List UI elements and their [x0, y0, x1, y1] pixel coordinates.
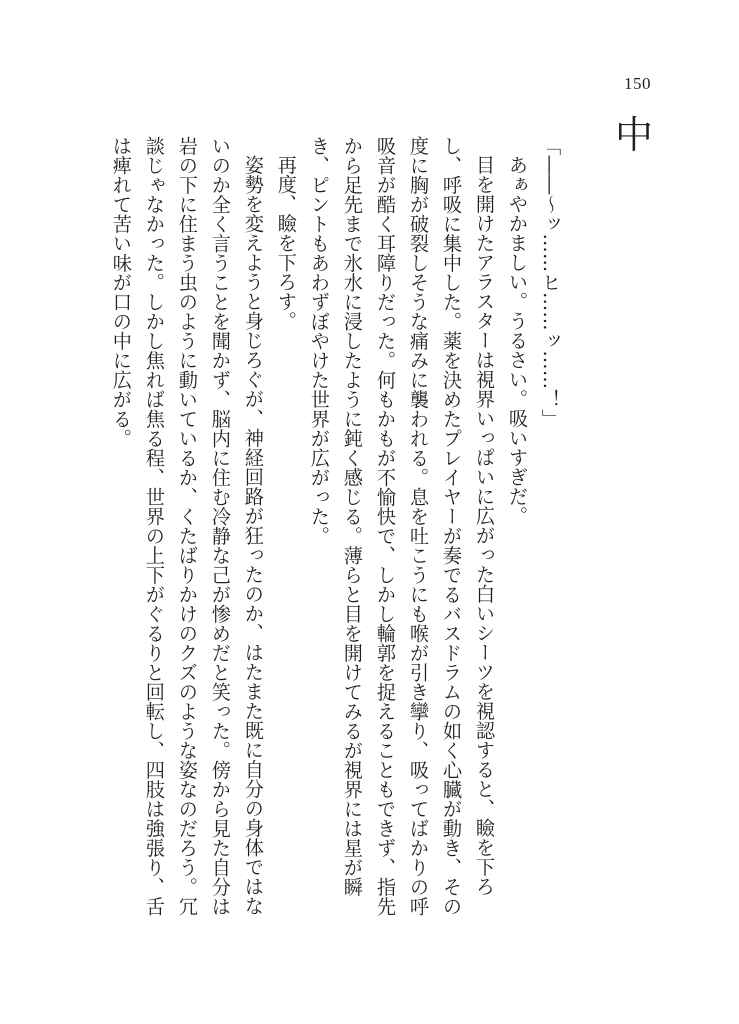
paragraph: 目を開けたアラスターは視界いっぱいに広がった白いシーツを視認すると、瞼を下ろし、呼吸に集中した。薬を決めたプレイヤーが奏でるバスドラムの如く心臓が動き、その度に胸が破裂しそうな痛みに襲われる。息を吐こうにも喉が引き攣り、吸ってばかりの呼吸音が酷く耳障りだった。何もかもが不愉快で、しかし輪郭を捉えることもできず、指先から足先まで氷水に浸したように鈍く感じる。薄らと目を開けてみるが視界には星が瞬き、ピントもあわずぼやけた世界が広がった。 [307, 136, 496, 916]
section-mark: 中 [614, 113, 653, 157]
dialogue-line: 「――～ッ……ヒ……ッ……！」 [539, 136, 562, 429]
body-text [109, 136, 567, 916]
paragraph: 再度、瞼を下ろす。 [274, 155, 298, 331]
paragraph: あぁやかましい。うるさい。吸いすぎだ。 [505, 155, 529, 526]
paragraph: 姿勢を変えようと身じろぐが、神経回路が狂ったのか、はたまた既に自分の身体ではないのか全く言うことを聞かず、脳内に住む冷静な己が惨めだと笑った。傍から見た自分は岩の下に住まう虫のように動いているか、くたばりかけのクズのような姿なのだろう。冗談じゃなかった。しかし焦れば焦る程、世界の上下がぐるりと回転し、四肢は強張り、舌は痺れて苦い味が口の中に広がる。 [109, 136, 265, 916]
page-number: 150 [624, 74, 651, 93]
